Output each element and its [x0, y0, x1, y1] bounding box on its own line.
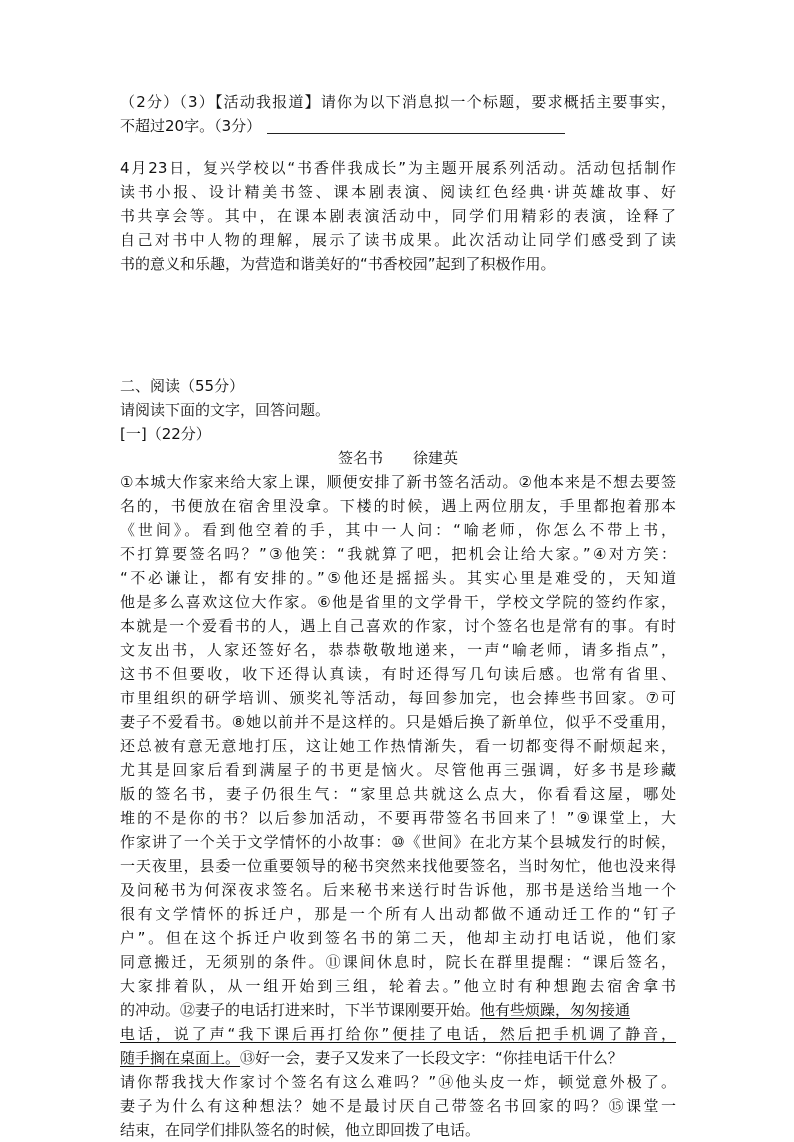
news-line: 4月23日，复兴学校以“书香伴我成长”为主题开展系列活动。活动包括制作 — [120, 159, 676, 177]
article-line — [120, 1046, 676, 1070]
spacer — [120, 138, 676, 156]
article-line: 结束，在同学们排队签名的时候，他立即回拨了电话。 — [120, 1121, 481, 1139]
article-line: “不必谦让，都有安排的。”⑤他还是摇摇头。其实心里是难受的，天知道 — [120, 569, 676, 587]
section-heading: 二、阅读（55分） — [120, 377, 245, 395]
question-task-line — [120, 114, 676, 138]
article-line: 请你帮我找大作家讨个签名有这么难吗？”⑭他头皮一炸，顿觉意外极了。 — [120, 1073, 676, 1091]
article-line: 文友出书，人家还签好名，恭恭敬敬地递来，一声“喻老师，请多指点”， — [120, 641, 676, 659]
answer-blank[interactable] — [267, 117, 565, 134]
article-line: 名的，书便放在宿舍里没拿。下楼的时候，遇上两位朋友，手里都抱着那本 — [120, 497, 676, 515]
article-line: 妻子不爱看书。⑧她以前并不是这样的。只是婚后换了新单位，似乎不受重用， — [120, 713, 676, 731]
article-line: 妻子为什么有这种想法？她不是最讨厌自己带签名书回家的吗？⑮课堂一 — [120, 1097, 676, 1115]
underlined-sentence: 随手搁在桌面上。 — [120, 1049, 241, 1067]
article-text: ⑬好一会，妻子又发来了一长段文字：“你挂电话干什么？ — [240, 1049, 623, 1067]
document-page — [120, 90, 676, 1142]
underlined-sentence: 电话，说了声“我下课后再打给你”便挂了电话，然后把手机调了静音， — [120, 1025, 676, 1043]
news-line: 自己对书中人物的理解，展示了读书成果。此次活动让同学们感受到了读 — [120, 231, 676, 249]
underlined-sentence: 他有些烦躁，匆匆接通 — [480, 1001, 631, 1019]
article-line: 这书不但要收，收下还得认真读，有时还得写几句读后感。也常有省里、 — [120, 665, 676, 683]
article-line: 大家排着队，从一组开始到三组，轮着去。”他立时有种想跑去宿舍拿书 — [120, 977, 676, 995]
article-line: 作家讲了一个关于文学情怀的小故事：⑩《世间》在北方某个县城发行的时候， — [120, 833, 676, 851]
article-line: 《世间》。看到他空着的手，其中一人问：“喻老师，你怎么不带上书， — [120, 521, 676, 539]
instruction-text: 请阅读下面的文字，回答问题。 — [120, 401, 331, 419]
article-line: 还总被有意无意地打压，这让她工作热情渐失，看一切都变得不耐烦起来， — [120, 737, 676, 755]
article-line: 尤其是回家后看到满屋子的书更是恼火。尽管他再三强调，好多书是珍藏 — [120, 761, 676, 779]
article-line: 一天夜里，县委一位重要领导的秘书突然来找他要签名，当时匆忙，他也没来得 — [120, 857, 676, 875]
article-line — [120, 998, 676, 1022]
news-line: 书的意义和乐趣，为营造和谐美好的“书香校园”起到了积极作用。 — [120, 255, 556, 273]
article-line: 户”。但在这个拆迁户收到签名书的第二天，他却主动打电话说，他们家 — [120, 929, 676, 947]
article-line: ①本城大作家来给大家上课，顺便安排了新书签名活动。②他本来是不想去要签 — [120, 473, 676, 491]
article-line: 版的签名书，妻子仍很生气：“家里总共就这么点大，你看看这屋，哪处 — [120, 785, 676, 803]
article-line: 市里组织的研学培训、颁奖礼等活动，每回参加完，也会捧些书回家。⑦可 — [120, 689, 676, 707]
article-line: 本就是一个爱看书的人，遇上自己喜欢的作家，讨个签名也是常有的事。有时 — [120, 617, 676, 635]
article-text: 的冲动。⑫妻子的电话打进来时，下半节课刚要开始。 — [120, 1001, 481, 1019]
question-task-line: （2分）（3）【活动我报道】请你为以下消息拟一个标题，要求概括主要事实， — [120, 93, 676, 111]
article-line: 堆的不是你的书？以后参加活动，不要再带签名书回来了！”⑨课堂上，大 — [120, 809, 676, 827]
article-line: 很有文学情怀的拆迁户，那是一个所有人出动都做不通动迁工作的“钉子 — [120, 905, 676, 923]
question-task-text: 不超过20字。（3分） — [120, 117, 262, 135]
news-line: 书共享会等。其中，在课本剧表演活动中，同学们用精彩的表演，诠释了 — [120, 207, 676, 225]
part-heading: [一]（22分） — [120, 425, 211, 443]
article-line: 及问秘书为何深夜求签名。后来秘书来送行时告诉他，那书是送给当地一个 — [120, 881, 676, 899]
article-line: 他是多么喜欢这位大作家。⑥他是省里的文学骨干，学校文学院的签约作家， — [120, 593, 676, 611]
article-line: 不打算要签名吗？”③他笑：“我就算了吧，把机会让给大家。”④对方笑： — [120, 545, 676, 563]
article-title: 签名书 徐建英 — [337, 449, 458, 467]
news-line: 读书小报、设计精美书签、课本剧表演、阅读红色经典·讲英雄故事、好 — [120, 183, 676, 201]
spacer — [120, 276, 676, 374]
article-line: 同意搬迁，无须别的条件。⑪课间休息时，院长在群里提醒：“课后签名， — [120, 953, 676, 971]
article-body — [120, 470, 676, 1142]
news-paragraph — [120, 156, 676, 276]
